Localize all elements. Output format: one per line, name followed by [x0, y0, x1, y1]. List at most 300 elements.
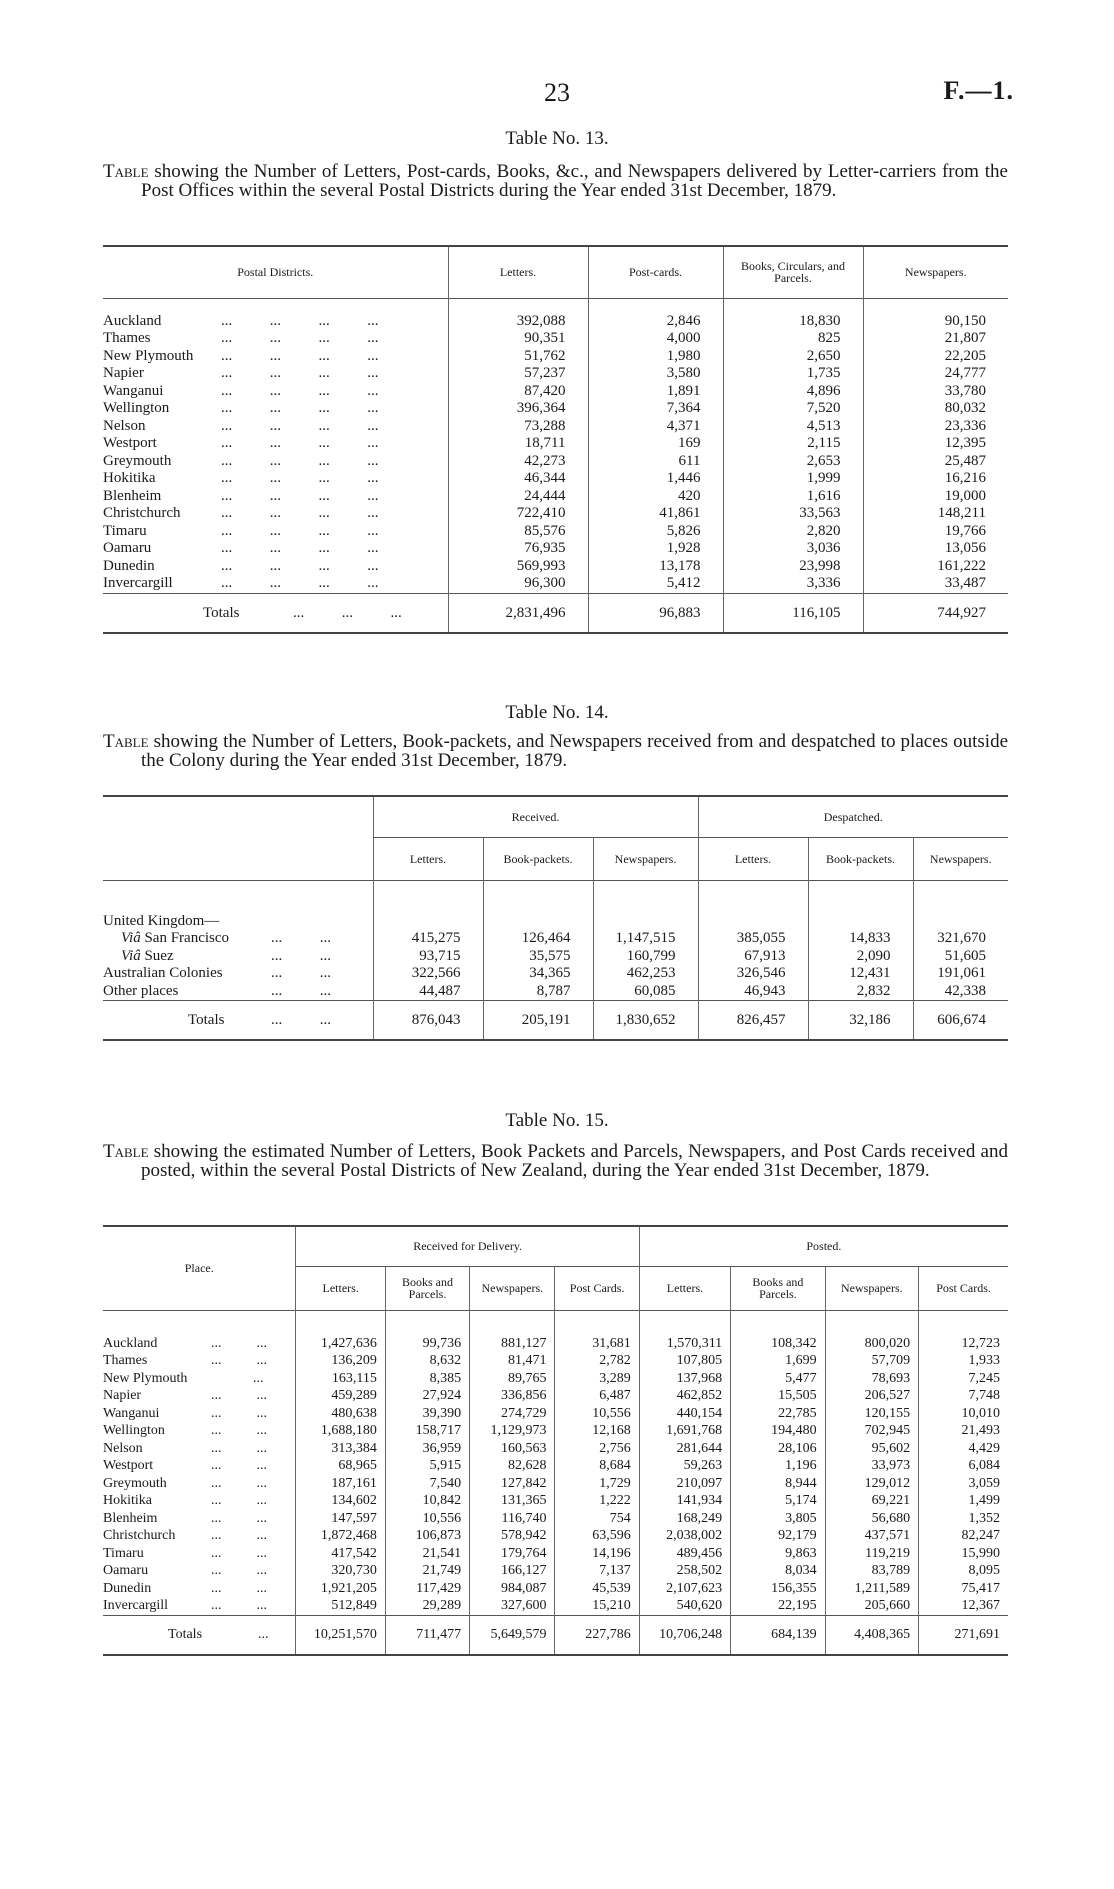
- cell-value: 1,196: [731, 1457, 825, 1475]
- cell-newspapers: 161,222: [863, 558, 1008, 576]
- cell-value: 7,748: [919, 1387, 1008, 1405]
- table-13-caption: [103, 162, 1008, 200]
- place-label: Wellington: [103, 1423, 165, 1438]
- cell-value: 22,195: [731, 1597, 825, 1615]
- district-label: Auckland: [103, 312, 162, 329]
- cell-value: 440,154: [639, 1405, 730, 1423]
- totals-text: Totals: [203, 604, 240, 621]
- district-label: Timaru: [103, 522, 147, 539]
- cell-value: 800,020: [825, 1335, 918, 1353]
- cell-value: 10,010: [919, 1405, 1008, 1423]
- cell-value: 194,480: [731, 1422, 825, 1440]
- cell-value: 274,729: [470, 1405, 555, 1423]
- cell-newspapers: 90,150: [863, 313, 1008, 331]
- empty-cell: [593, 880, 698, 930]
- col-header-postal-districts: Postal Districts.: [237, 265, 314, 280]
- table-row: [103, 1422, 1008, 1440]
- header-rule: [103, 298, 1008, 313]
- cell-value: 417,542: [296, 1545, 385, 1563]
- cell-value: 206,527: [825, 1387, 918, 1405]
- col-header-place: [103, 796, 373, 880]
- table-row: [103, 575, 1008, 593]
- cell-newspapers: 12,395: [863, 435, 1008, 453]
- cell-value: 92,179: [731, 1527, 825, 1545]
- col-header-post-letters: Letters.: [639, 1266, 730, 1310]
- col-header-recv-bookpackets: Book-packets.: [483, 837, 593, 880]
- place-label: Greymouth: [103, 1475, 167, 1491]
- place-text: Suez: [144, 947, 174, 964]
- col-header-desp-letters: Letters.: [698, 837, 808, 880]
- cell-newspapers: 19,766: [863, 523, 1008, 541]
- cell-value: 258,502: [639, 1562, 730, 1580]
- district-name: [103, 575, 448, 593]
- place-name: [103, 1580, 296, 1598]
- table-row: [103, 523, 1008, 541]
- caption-text: showing the Number of Letters, Book-packets, and Newspapers received from and despatched to places outside the Colony during the Year ended 31st December, 1879.: [141, 731, 1008, 771]
- cell-letters: 51,762: [448, 348, 588, 366]
- district-name: [103, 453, 448, 471]
- cell-value: 21,541: [385, 1545, 469, 1563]
- place-name: [103, 1545, 296, 1563]
- cell-value: 8,034: [731, 1562, 825, 1580]
- cell-value: 36,959: [385, 1440, 469, 1458]
- table-14-caption: [103, 732, 1008, 770]
- district-label: Invercargill: [103, 575, 173, 591]
- cell-value: 5,174: [731, 1492, 825, 1510]
- leader-dots: ... ... ... ...: [221, 557, 379, 574]
- cell-value: 1,222: [555, 1492, 639, 1510]
- cell-value: 93,715: [373, 948, 483, 966]
- total-value: 5,649,579: [470, 1615, 555, 1655]
- page-number: 23: [544, 78, 570, 107]
- place-label: New Plymouth: [103, 1370, 188, 1386]
- table-row: [103, 1387, 1008, 1405]
- cell-letters: 46,344: [448, 470, 588, 488]
- district-label: Wanganui: [103, 382, 164, 399]
- cell-letters: 96,300: [448, 575, 588, 593]
- group-header-received: Received.: [373, 796, 698, 837]
- cell-value: 281,644: [639, 1440, 730, 1458]
- total-value: 227,786: [555, 1615, 639, 1655]
- table-row: [103, 965, 1008, 983]
- leader-dots: ... ... ... ...: [221, 505, 379, 521]
- cell-value: 107,805: [639, 1352, 730, 1370]
- place-label: [103, 930, 271, 948]
- cell-value: 21,749: [385, 1562, 469, 1580]
- cell-value: 42,338: [913, 983, 1008, 1001]
- district-label: Oamaru: [103, 540, 152, 556]
- table-row: [103, 1545, 1008, 1563]
- total-value: 711,477: [385, 1615, 469, 1655]
- cell-value: 8,385: [385, 1370, 469, 1388]
- place-text: San Francisco: [144, 930, 230, 946]
- cell-value: 2,090: [808, 948, 913, 966]
- cell-value: 3,289: [555, 1370, 639, 1388]
- cell-value: 166,127: [470, 1562, 555, 1580]
- cell-value: 51,605: [913, 948, 1008, 966]
- table-row: [103, 348, 1008, 366]
- cell-value: 1,129,973: [470, 1422, 555, 1440]
- cell-newspapers: 80,032: [863, 400, 1008, 418]
- cell-books: 2,650: [723, 348, 863, 366]
- district-name: [103, 488, 448, 506]
- cell-value: 34,365: [483, 965, 593, 983]
- district-name: [103, 418, 448, 436]
- col-header-books: Books, Circulars, and Parcels.: [723, 246, 863, 298]
- district-name: [103, 470, 448, 488]
- cell-value: 45,539: [555, 1580, 639, 1598]
- cell-value: 754: [555, 1510, 639, 1528]
- place-name: [103, 1492, 296, 1510]
- cell-value: 108,342: [731, 1335, 825, 1353]
- total-value: 4,408,365: [825, 1615, 918, 1655]
- cell-value: 15,990: [919, 1545, 1008, 1563]
- leader-dots: ... ... ... ...: [221, 470, 379, 486]
- table-row: [103, 470, 1008, 488]
- cell-value: 39,390: [385, 1405, 469, 1423]
- place-label: Dunedin: [103, 1580, 152, 1596]
- district-label: Greymouth: [103, 452, 172, 469]
- leader-dots: ... ... ... ...: [221, 540, 379, 556]
- leader-dots: ... ... ... ...: [221, 487, 379, 504]
- cell-value: 336,856: [470, 1387, 555, 1405]
- leader-dots: ... ...: [211, 1353, 267, 1368]
- cell-newspapers: 33,780: [863, 383, 1008, 401]
- district-name: [103, 523, 448, 541]
- total-newspapers: 744,927: [863, 593, 1008, 633]
- table-row: [103, 983, 1008, 1001]
- cell-value: 1,872,468: [296, 1527, 385, 1545]
- district-label: Thames: [103, 330, 151, 346]
- place-label: Timaru: [103, 1545, 144, 1561]
- cell-books: 2,820: [723, 523, 863, 541]
- cell-newspapers: 23,336: [863, 418, 1008, 436]
- cell-books: 1,735: [723, 365, 863, 383]
- cell-value: 1,211,589: [825, 1580, 918, 1598]
- table-row: [103, 1527, 1008, 1545]
- cell-value: 1,691,768: [639, 1422, 730, 1440]
- cell-value: 1,570,311: [639, 1335, 730, 1353]
- place-name: [103, 965, 373, 983]
- cell-value: 187,161: [296, 1475, 385, 1493]
- cell-letters: 42,273: [448, 453, 588, 471]
- cell-postcards: 1,980: [588, 348, 723, 366]
- cell-value: 6,487: [555, 1387, 639, 1405]
- cell-postcards: 1,928: [588, 540, 723, 558]
- cell-value: 12,168: [555, 1422, 639, 1440]
- table-row: [103, 930, 1008, 948]
- cell-postcards: 169: [588, 435, 723, 453]
- cell-value: 2,756: [555, 1440, 639, 1458]
- totals-label: [103, 593, 448, 633]
- place-label: Auckland: [103, 1335, 158, 1351]
- district-name: [103, 400, 448, 418]
- cell-value: 44,487: [373, 983, 483, 1001]
- cell-value: 160,799: [593, 948, 698, 966]
- total-value: 205,191: [483, 1001, 593, 1041]
- col-header-postcards: Post-cards.: [588, 246, 723, 298]
- cell-letters: 18,711: [448, 435, 588, 453]
- cell-value: 156,355: [731, 1580, 825, 1598]
- table-row: [103, 1562, 1008, 1580]
- leader-dots: ... ...: [211, 1545, 267, 1561]
- empty-cell: [913, 880, 1008, 930]
- cell-value: 14,196: [555, 1545, 639, 1563]
- cell-value: 459,289: [296, 1387, 385, 1405]
- cell-value: 327,600: [470, 1597, 555, 1615]
- cell-newspapers: 25,487: [863, 453, 1008, 471]
- cell-value: 2,038,002: [639, 1527, 730, 1545]
- cell-value: 158,717: [385, 1422, 469, 1440]
- table-row: [103, 948, 1008, 966]
- table-13-title: Table No. 13.: [505, 128, 609, 149]
- cell-value: 1,147,515: [593, 930, 698, 948]
- cell-value: 116,740: [470, 1510, 555, 1528]
- cell-value: 320,730: [296, 1562, 385, 1580]
- col-header-recv-letters: Letters.: [373, 837, 483, 880]
- col-header-recv-newspapers: Newspapers.: [470, 1266, 555, 1310]
- cell-value: 540,620: [639, 1597, 730, 1615]
- cell-value: 126,464: [483, 930, 593, 948]
- cell-value: 8,944: [731, 1475, 825, 1493]
- cell-value: 10,556: [385, 1510, 469, 1528]
- col-header-newspapers: Newspapers.: [863, 246, 1008, 298]
- leader-dots: ... ...: [271, 947, 331, 964]
- cell-value: 1,933: [919, 1352, 1008, 1370]
- cell-value: 702,945: [825, 1422, 918, 1440]
- cell-value: 6,084: [919, 1457, 1008, 1475]
- place-label: [103, 983, 271, 1001]
- cell-value: 326,546: [698, 965, 808, 983]
- place-name: [103, 930, 373, 948]
- cell-value: 984,087: [470, 1580, 555, 1598]
- cell-value: 137,968: [639, 1370, 730, 1388]
- group-header-posted: Posted.: [639, 1226, 1008, 1266]
- cell-letters: 76,935: [448, 540, 588, 558]
- table-14: [103, 795, 1008, 1041]
- totals-row: [103, 593, 1008, 633]
- totals-text: Totals: [168, 1626, 203, 1642]
- cell-letters: 722,410: [448, 505, 588, 523]
- cell-value: 147,597: [296, 1510, 385, 1528]
- place-label: Thames: [103, 1353, 148, 1368]
- leader-dots: ...: [211, 1370, 264, 1386]
- col-header-post-books: Books and Parcels.: [731, 1266, 825, 1310]
- cell-value: 127,842: [470, 1475, 555, 1493]
- place-label: Invercargill: [103, 1598, 169, 1613]
- cell-postcards: 611: [588, 453, 723, 471]
- place-name: [103, 1527, 296, 1545]
- cell-value: 10,842: [385, 1492, 469, 1510]
- cell-postcards: 4,000: [588, 330, 723, 348]
- district-label: Hokitika: [103, 470, 156, 486]
- cell-value: 22,785: [731, 1405, 825, 1423]
- district-label: New Plymouth: [103, 347, 194, 364]
- leader-dots: ... ... ... ...: [221, 400, 379, 416]
- total-value: 684,139: [731, 1615, 825, 1655]
- leader-dots: ... ...: [211, 1598, 267, 1613]
- cell-value: 67,913: [698, 948, 808, 966]
- cell-books: 7,520: [723, 400, 863, 418]
- cell-value: 33,973: [825, 1457, 918, 1475]
- col-header-post-newspapers: Newspapers.: [825, 1266, 918, 1310]
- total-books: 116,105: [723, 593, 863, 633]
- total-value: 271,691: [919, 1615, 1008, 1655]
- cell-value: 179,764: [470, 1545, 555, 1563]
- leader-dots: ... ...: [211, 1335, 267, 1351]
- place-name: [103, 1335, 296, 1353]
- cell-value: 5,477: [731, 1370, 825, 1388]
- table-row: [103, 1405, 1008, 1423]
- cell-books: 33,563: [723, 505, 863, 523]
- cell-value: 89,765: [470, 1370, 555, 1388]
- district-name: [103, 330, 448, 348]
- cell-postcards: 13,178: [588, 558, 723, 576]
- table-row: [103, 400, 1008, 418]
- leader-dots: ... ... ... ...: [221, 347, 379, 364]
- cell-value: 7,245: [919, 1370, 1008, 1388]
- leader-dots: ... ...: [211, 1580, 267, 1596]
- cell-value: 489,456: [639, 1545, 730, 1563]
- caption-lead: Table: [103, 1141, 149, 1162]
- cell-letters: 57,237: [448, 365, 588, 383]
- cell-books: 4,513: [723, 418, 863, 436]
- place-name: [103, 1440, 296, 1458]
- table-row: [103, 505, 1008, 523]
- cell-value: 8,095: [919, 1562, 1008, 1580]
- cell-letters: 24,444: [448, 488, 588, 506]
- leader-dots: ... ...: [211, 1493, 267, 1508]
- cell-value: 1,499: [919, 1492, 1008, 1510]
- place-text: Australian Colonies: [103, 965, 223, 981]
- cell-value: 7,540: [385, 1475, 469, 1493]
- cell-postcards: 5,826: [588, 523, 723, 541]
- cell-postcards: 3,580: [588, 365, 723, 383]
- cell-value: 27,924: [385, 1387, 469, 1405]
- col-header-recv-books: Books and Parcels.: [385, 1266, 469, 1310]
- cell-value: 15,505: [731, 1387, 825, 1405]
- cell-letters: 392,088: [448, 313, 588, 331]
- district-label: Dunedin: [103, 557, 155, 574]
- leader-dots: ... ... ... ...: [221, 382, 379, 399]
- cell-value: 1,699: [731, 1352, 825, 1370]
- empty-cell: [808, 880, 913, 930]
- leader-dots: ... ...: [211, 1510, 267, 1526]
- table-15-caption: [103, 1142, 1008, 1180]
- table-row: [103, 313, 1008, 331]
- col-header-post-postcards: Post Cards.: [919, 1266, 1008, 1310]
- cell-value: 2,107,623: [639, 1580, 730, 1598]
- district-name: [103, 313, 448, 331]
- via-prefix: Viâ: [121, 947, 141, 964]
- place-name: [103, 1387, 296, 1405]
- leader-dots: ... ...: [211, 1475, 267, 1491]
- cell-value: 462,852: [639, 1387, 730, 1405]
- leader-dots: ... ... ... ...: [221, 417, 379, 434]
- place-name: [103, 1597, 296, 1615]
- cell-newspapers: 22,205: [863, 348, 1008, 366]
- district-label: Napier: [103, 365, 144, 381]
- cell-value: 5,915: [385, 1457, 469, 1475]
- leader-dots: ... ...: [271, 1012, 331, 1028]
- leader-dots: ... ...: [271, 930, 331, 946]
- cell-value: 99,736: [385, 1335, 469, 1353]
- place-label: [103, 948, 271, 966]
- cell-value: 578,942: [470, 1527, 555, 1545]
- cell-postcards: 7,364: [588, 400, 723, 418]
- totals-row: [103, 1001, 1008, 1041]
- cell-value: 68,965: [296, 1457, 385, 1475]
- cell-letters: 87,420: [448, 383, 588, 401]
- cell-value: 82,628: [470, 1457, 555, 1475]
- section-label: United Kingdom—: [103, 912, 220, 929]
- cell-postcards: 2,846: [588, 313, 723, 331]
- cell-postcards: 5,412: [588, 575, 723, 593]
- leader-dots: ... ... ...: [293, 604, 402, 621]
- cell-value: 10,556: [555, 1405, 639, 1423]
- cell-value: 106,873: [385, 1527, 469, 1545]
- cell-newspapers: 24,777: [863, 365, 1008, 383]
- place-label: Westport: [103, 1458, 154, 1473]
- place-label: Blenheim: [103, 1510, 158, 1526]
- district-name: [103, 558, 448, 576]
- table-row: [103, 435, 1008, 453]
- place-text: Other places: [103, 982, 179, 999]
- document-reference: F.—1.: [943, 76, 1014, 105]
- place-label: Napier: [103, 1388, 142, 1403]
- group-header-received-for-delivery: Received for Delivery.: [296, 1226, 639, 1266]
- place-name: [103, 948, 373, 966]
- table-row: [103, 1352, 1008, 1370]
- cell-value: 8,684: [555, 1457, 639, 1475]
- leader-dots: ... ...: [211, 1528, 267, 1543]
- district-label: Christchurch: [103, 505, 181, 521]
- cell-value: 8,787: [483, 983, 593, 1001]
- district-name: [103, 348, 448, 366]
- leader-dots: ... ... ... ...: [221, 575, 379, 591]
- table-row: [103, 1510, 1008, 1528]
- cell-value: 163,115: [296, 1370, 385, 1388]
- leader-dots: ... ... ... ...: [221, 312, 379, 329]
- cell-newspapers: 148,211: [863, 505, 1008, 523]
- table-row: [103, 1335, 1008, 1353]
- col-header-recv-postcards: Post Cards.: [555, 1266, 639, 1310]
- cell-value: 56,680: [825, 1510, 918, 1528]
- cell-newspapers: 19,000: [863, 488, 1008, 506]
- cell-value: 321,670: [913, 930, 1008, 948]
- total-value: 826,457: [698, 1001, 808, 1041]
- empty-cell: [698, 880, 808, 930]
- leader-dots: ... ... ... ...: [221, 435, 379, 451]
- cell-books: 1,616: [723, 488, 863, 506]
- cell-value: 1,729: [555, 1475, 639, 1493]
- table-row: [103, 1370, 1008, 1388]
- place-label: Nelson: [103, 1440, 143, 1456]
- leader-dots: ... ...: [211, 1440, 267, 1456]
- table-15-title: Table No. 15.: [505, 1110, 609, 1131]
- cell-newspapers: 33,487: [863, 575, 1008, 593]
- totals-label: [103, 1615, 296, 1655]
- cell-value: 81,471: [470, 1352, 555, 1370]
- cell-value: 129,012: [825, 1475, 918, 1493]
- table-row: [103, 558, 1008, 576]
- total-value: 10,251,570: [296, 1615, 385, 1655]
- leader-dots: ... ... ... ...: [221, 365, 379, 381]
- table-row: [103, 330, 1008, 348]
- table-row: [103, 1440, 1008, 1458]
- cell-value: 2,782: [555, 1352, 639, 1370]
- cell-value: 512,849: [296, 1597, 385, 1615]
